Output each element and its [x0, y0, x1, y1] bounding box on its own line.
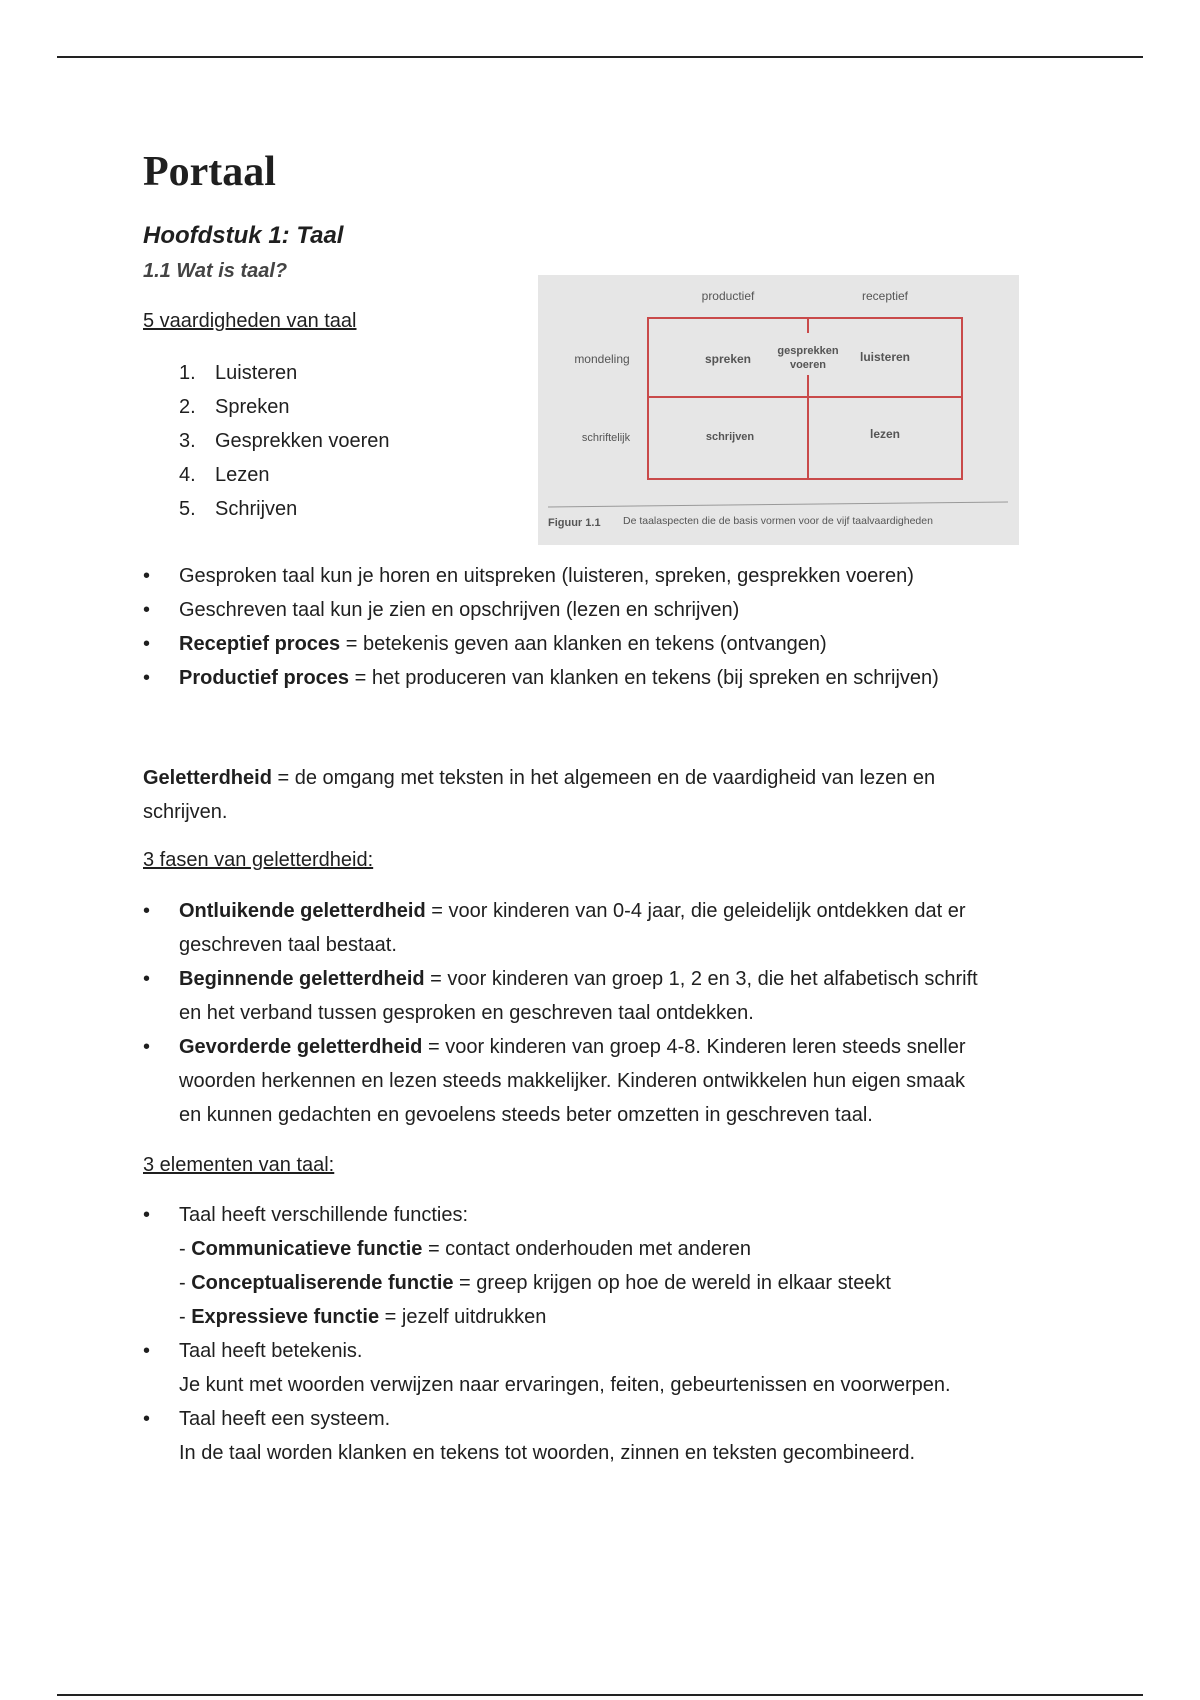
cell-lezen: lezen	[869, 427, 901, 441]
header-rule	[57, 56, 1143, 58]
facts-list	[143, 559, 1063, 695]
page-title: Portaal	[143, 149, 276, 195]
skills-list	[179, 356, 390, 526]
list-item: 5. Schrijven	[179, 498, 298, 520]
literacy-definition: Geletterdheid = de omgang met teksten in het algemeen en de vaardigheid van lezen en schrijven.	[143, 767, 936, 823]
section-heading: 1.1 Wat is taal?	[143, 260, 288, 282]
list-item: • Gesproken taal kun je horen en uitspreken (luisteren, spreken, gesprekken voeren)	[143, 559, 1063, 593]
list-item: 3. Gesprekken voeren	[179, 430, 390, 452]
row-schriftelijk: schriftelijk	[581, 432, 631, 444]
list-item: • Ontluikende geletterdheid = voor kinderen van 0-4 jaar, die geleidelijk ontdekken dat er geschreven taal bestaat.	[143, 894, 1063, 962]
language-aspects-figure	[538, 275, 1019, 545]
cell-schrijven: schrijven	[705, 431, 755, 443]
figure-diagram	[538, 275, 1019, 545]
caption-text: De taalaspecten die de basis vormen voor de vijf taalvaardigheden	[623, 515, 933, 527]
cell-gesprekken-1: gesprekken	[777, 345, 839, 357]
list-item: 4. Lezen	[179, 464, 270, 486]
list-item: • Receptief proces = betekenis geven aan klanken en tekens (ontvangen)	[143, 627, 1063, 661]
list-item: • Taal heeft betekenis. Je kunt met woorden verwijzen naar ervaringen, feiten, gebeurtenissen en voorwerpen.	[143, 1334, 1063, 1402]
phases-list	[143, 894, 1063, 1132]
figure-grid-outer	[648, 318, 962, 479]
skills-heading: 5 vaardigheden van taal	[143, 310, 357, 332]
list-item: • Geschreven taal kun je zien en opschrijven (lezen en schrijven)	[143, 593, 1063, 627]
function-line: - Communicatieve functie = contact onderhouden met anderen	[179, 1238, 751, 1260]
function-line: - Expressieve functie = jezelf uitdrukken	[179, 1306, 547, 1328]
list-item: • Taal heeft een systeem. In de taal worden klanken en tekens tot woorden, zinnen en teksten gecombineerd.	[143, 1402, 1063, 1470]
list-item: • Taal heeft verschillende functies: - Communicatieve functie = contact onderhouden met anderen - Conceptualiserende functie = greep krijgen op hoe de wereld in elkaar steekt - Expressieve functie = jezelf uitdrukken	[143, 1198, 1063, 1334]
list-item: • Beginnende geletterdheid = voor kinderen van groep 1, 2 en 3, die het alfabetisch schrift en het verband tussen gesproken en geschreven taal ontdekken.	[143, 962, 1063, 1030]
phases-heading: 3 fasen van geletterdheid:	[143, 849, 374, 871]
cell-gesprekken-2: voeren	[789, 359, 827, 371]
list-item: • Productief proces = het produceren van klanken en tekens (bij spreken en schrijven)	[143, 661, 1063, 695]
list-item: • Gevorderde geletterdheid = voor kinderen van groep 4-8. Kinderen leren steeds sneller woorden herkennen en lezen steeds makkelijker. Kinderen ontwikkelen hun eigen smaak en kunnen gedachten en gevoelens steeds beter omzetten in geschreven taal.	[143, 1030, 1063, 1132]
cell-luisteren: luisteren	[859, 350, 911, 364]
row-mondeling: mondeling	[574, 352, 630, 366]
elements-heading: 3 elementen van taal:	[143, 1154, 335, 1176]
col-productief: productief	[701, 289, 755, 303]
chapter-heading: Hoofdstuk 1: Taal	[143, 222, 344, 249]
list-item: 1. Luisteren	[179, 362, 298, 384]
col-receptief: receptief	[861, 289, 909, 303]
footer-rule	[57, 1694, 1143, 1696]
function-line: - Conceptualiserende functie = greep krijgen op hoe de wereld in elkaar steekt	[179, 1272, 891, 1294]
caption-label: Figuur 1.1	[548, 517, 601, 529]
cell-spreken: spreken	[704, 352, 752, 366]
list-item: 2. Spreken	[179, 396, 290, 418]
caption-rule	[548, 502, 1008, 507]
elements-list	[143, 1198, 1063, 1470]
